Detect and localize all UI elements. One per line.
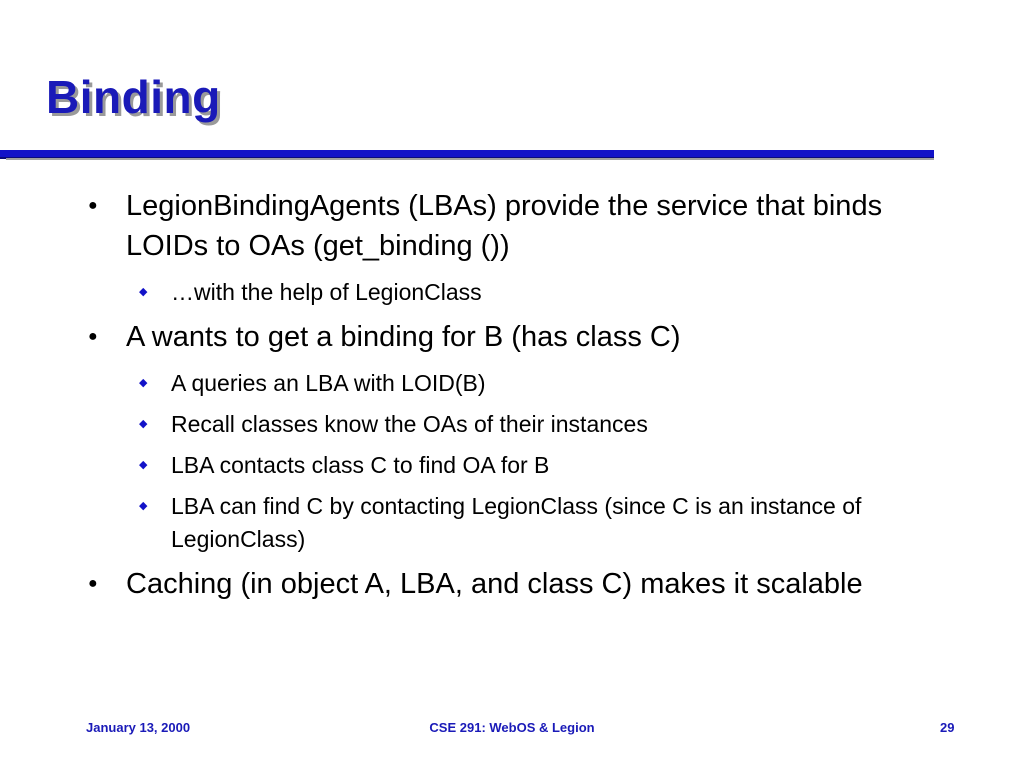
- sub-bullet-text: …with the help of LegionClass: [171, 279, 482, 305]
- footer-date: January 13, 2000: [86, 720, 191, 735]
- footer-course: CSE 291: WebOS & Legion: [429, 720, 595, 735]
- diamond-bullet-icon: ◆: [139, 286, 148, 298]
- footer-page-number: 29: [940, 720, 955, 735]
- sub-bullet-item: [0, 367, 1024, 400]
- sub-bullet-item: [0, 449, 1024, 482]
- diamond-bullet-icon: ◆: [139, 418, 148, 430]
- bullet-dot-icon: ●: [88, 197, 98, 214]
- bullet-text: LegionBindingAgents (LBAs) provide the service that binds LOIDs to OAs (get_binding ()): [126, 190, 883, 262]
- diamond-bullet-icon: ◆: [139, 459, 148, 471]
- diamond-bullet-icon: ◆: [139, 377, 148, 389]
- title-rule-shadow: [6, 158, 934, 160]
- slide-title: Binding: [46, 71, 221, 123]
- bullet-item: [0, 317, 1024, 357]
- bullet-text: A wants to get a binding for B (has class C): [126, 321, 681, 353]
- sub-bullet-text: LBA can find C by contacting LegionClass (since C is an instance of LegionClass): [171, 493, 862, 552]
- sub-bullet-item: [0, 490, 1024, 556]
- sub-bullet-text: LBA contacts class C to find OA for B: [171, 452, 550, 478]
- diamond-bullet-icon: ◆: [139, 500, 148, 512]
- bullet-dot-icon: ●: [88, 575, 98, 592]
- sub-bullet-text: Recall classes know the OAs of their instances: [171, 411, 648, 437]
- sub-bullet-item: [0, 276, 1024, 309]
- bullet-item: [0, 564, 1024, 604]
- sub-bullet-text: A queries an LBA with LOID(B): [171, 370, 486, 396]
- sub-bullet-item: [0, 408, 1024, 441]
- bullet-list: [0, 186, 1024, 614]
- bullet-dot-icon: ●: [88, 328, 98, 345]
- bullet-item: [0, 186, 1024, 266]
- bullet-text: Caching (in object A, LBA, and class C) makes it scalable: [126, 568, 863, 600]
